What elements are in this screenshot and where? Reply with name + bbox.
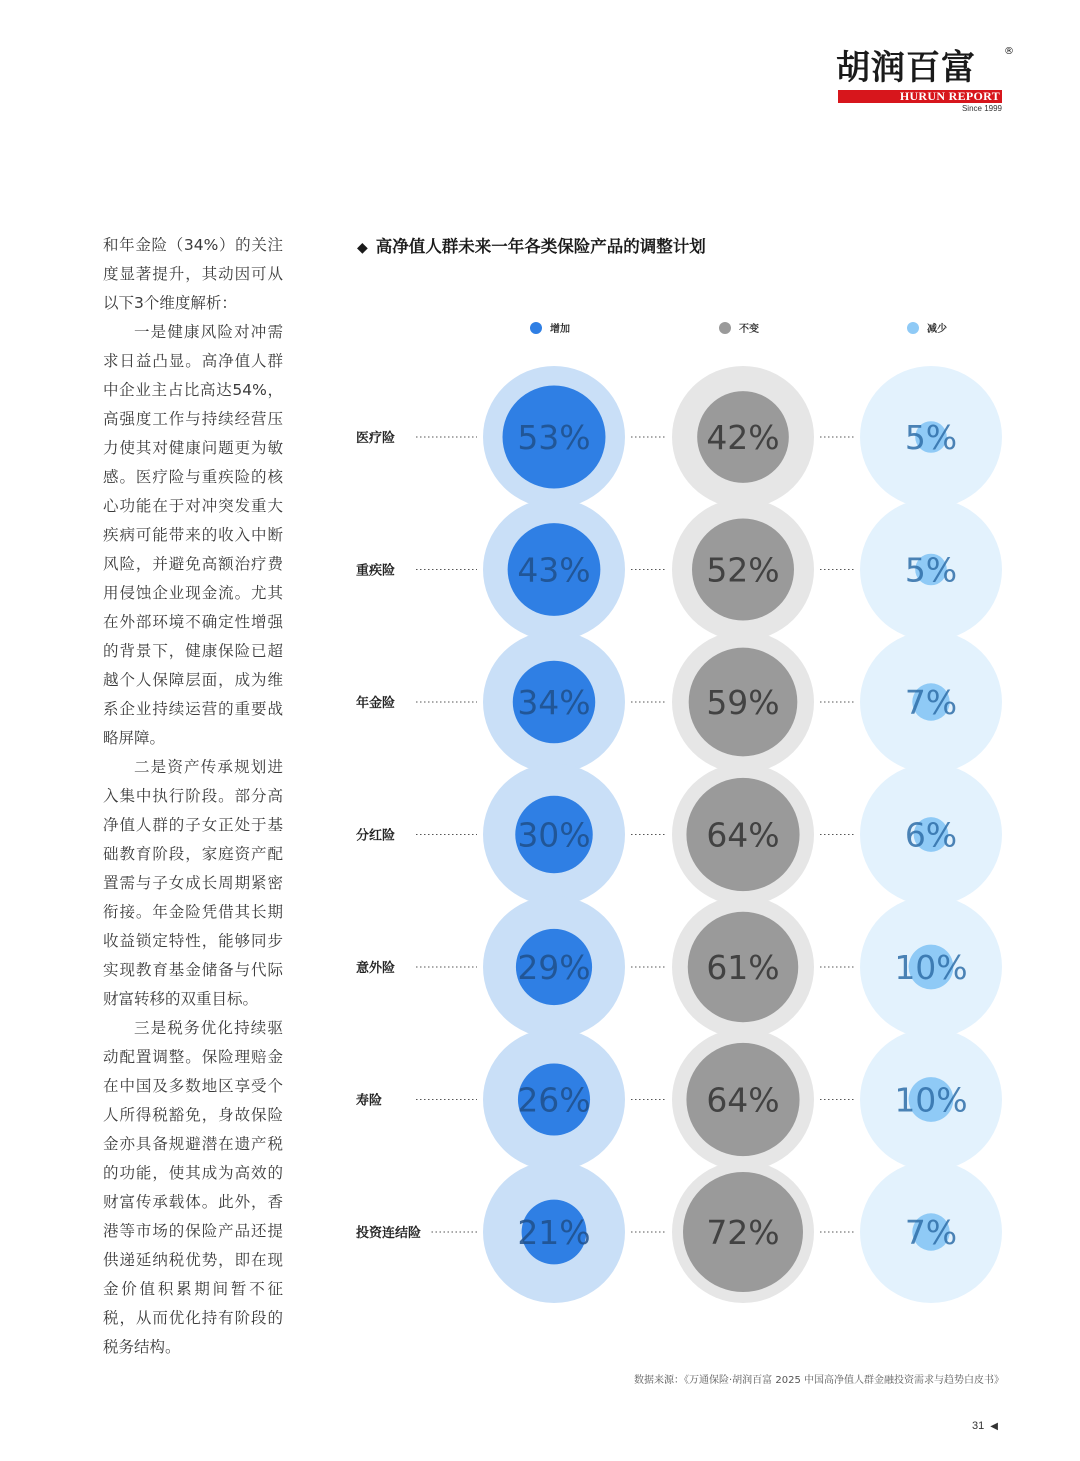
category-label: 寿险	[356, 1093, 383, 1109]
data-label: 59%	[706, 683, 780, 722]
page-number	[972, 1420, 998, 1432]
category-label: 投资连结险	[356, 1226, 422, 1241]
paragraph: 一是健康风险对冲需求日益凸显。高净值人群中企业主占比高达54%，高强度工作与持续经营压力使其对健康问题更为敏感。医疗险与重疾险的核心功能在于对冲突发重大疾病可能带来的收入中断风险，并避免高额治疗费用侵蚀企业现金流。尤其在外部环境不确定性增强的背景下，健康保险已超越个人保障层面，成为维系企业持续运营的重要战略屏障。	[103, 323, 283, 747]
data-label: 21%	[517, 1213, 591, 1252]
data-label: 52%	[706, 550, 780, 590]
bubble-chart	[340, 300, 1020, 1310]
logo-since: Since 1999	[961, 104, 1002, 113]
data-label: 53%	[517, 418, 591, 457]
chart-title-text: 高净值人群未来一年各类保险产品的调整计划	[375, 237, 706, 256]
data-label: 7%	[904, 683, 958, 722]
category-label: 医疗险	[356, 431, 396, 446]
paragraph: 二是资产传承规划进入集中执行阶段。部分高净值人群的子女正处于基础教育阶段，家庭资产配置需与子女成长周期紧密衔接。年金险凭借其长期收益锁定特性，能够同步实现教育基金储备与代际财富转移的双重目标。	[103, 758, 283, 1008]
data-label: 64%	[706, 815, 780, 855]
data-label: 34%	[517, 683, 591, 722]
body-text	[103, 231, 283, 1362]
category-label: 分红险	[356, 828, 396, 844]
category-label: 年金险	[356, 696, 396, 711]
data-label: 72%	[706, 1213, 780, 1252]
data-label: 42%	[706, 418, 780, 457]
data-label: 26%	[517, 1080, 591, 1120]
data-label: 61%	[706, 948, 780, 987]
data-label: 5%	[904, 550, 958, 590]
page-arrow-icon: ◀	[990, 1421, 998, 1432]
data-label: 6%	[904, 815, 958, 855]
paragraph: 和年金险（34%）的关注度显著提升，其动因可从以下3个维度解析：	[103, 236, 283, 312]
data-label: 10%	[894, 1080, 968, 1120]
data-label: 7%	[904, 1213, 958, 1252]
registered-mark: ®	[1004, 46, 1014, 57]
data-label: 10%	[894, 948, 968, 987]
hurun-logo	[836, 48, 1016, 118]
category-label: 重疾险	[356, 563, 396, 579]
legend-swatch	[530, 322, 542, 334]
data-source: 数据来源：《万通保险·胡润百富 2025 中国高净值人群金融投资需求与趋势白皮书》	[634, 1375, 1004, 1386]
logo-english: HURUN REPORT	[838, 90, 1002, 103]
legend-swatch	[907, 322, 919, 334]
diamond-icon: ◆	[357, 240, 368, 256]
data-label: 29%	[517, 948, 591, 987]
logo-chinese: 胡润百富	[836, 48, 976, 88]
data-label: 30%	[517, 815, 591, 855]
legend-label: 增加	[550, 324, 570, 335]
chart-title	[357, 233, 706, 257]
data-label: 64%	[706, 1080, 780, 1120]
legend-label: 不变	[739, 324, 759, 335]
paragraph: 三是税务优化持续驱动配置调整。保险理赔金在中国及多数地区享受个人所得税豁免，身故保险金亦具备规避潜在遗产税的功能，使其成为高效的财富传承载体。此外，香港等市场的保险产品还提供递延纳税优势，即在现金价值积累期间暂不征税，从而优化持有阶段的税务结构。	[103, 1019, 283, 1356]
legend-swatch	[719, 322, 731, 334]
data-label: 43%	[517, 550, 591, 590]
data-label: 5%	[904, 418, 958, 457]
page-number-text: 31	[972, 1420, 985, 1432]
category-label: 意外险	[356, 961, 396, 976]
legend-label: 减少	[927, 324, 947, 335]
